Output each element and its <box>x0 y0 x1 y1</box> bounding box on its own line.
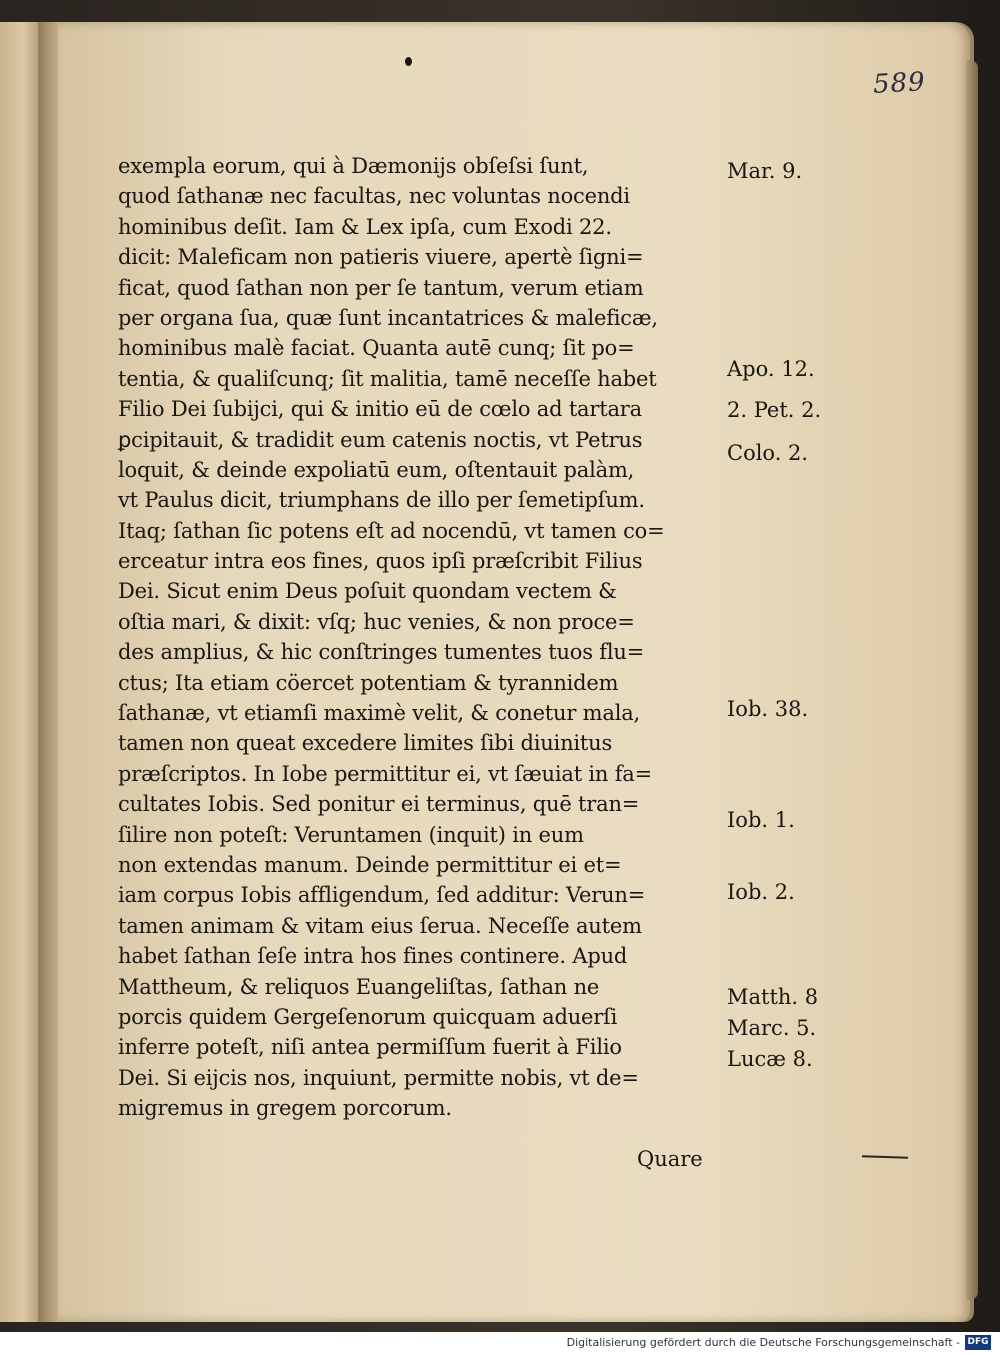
text-line: loquit, & deinde expoliatū eum, oſtentauit palàm, <box>118 457 635 482</box>
catchword: Quare <box>637 1147 703 1171</box>
text-line: præſcriptos. In Iobe permittitur ei, vt ſæuiat in fa= <box>118 761 653 786</box>
text-line: non extendas manum. Deinde permittitur ei et= <box>118 852 622 877</box>
funding-credit: Digitalisierung gefördert durch die Deutsche Forschungsgemeinschaft - <box>566 1336 960 1349</box>
dfg-logo: DFG <box>965 1335 991 1350</box>
text-line: migremus in gregem porcorum. <box>118 1096 452 1121</box>
margin-note-iob-1: Iob. 1. <box>727 808 795 832</box>
margin-note-iob-38: Iob. 38. <box>727 697 809 721</box>
text-line: tentia, & qualiſcunq; ſit malitia, tamē neceſſe habet <box>118 366 657 391</box>
text-line: Itaq; ſathan ſic potens eſt ad nocendū, vt tamen co= <box>118 518 665 543</box>
text-line: inferre poteſt, niſi antea permiſſum fuerit à Filio <box>118 1035 622 1060</box>
text-line: erceatur intra eos fines, quos ipſi præſcribit Filius <box>118 549 643 574</box>
margin-note-lucae: Lucæ 8. <box>727 1047 813 1071</box>
margin-note-apo: Apo. 12. <box>727 357 815 381</box>
text-line: Dei. Sicut enim Deus poſuit quondam vectem & <box>118 579 617 604</box>
text-line: hominibus deſit. Iam & Lex ipſa, cum Exodi 22. <box>118 214 612 239</box>
text-line: quod ſathanæ nec facultas, nec voluntas nocendi <box>118 184 630 209</box>
text-line: des amplius, & hic conſtringes tumentes tuos flu= <box>118 640 645 665</box>
margin-note-mar: Mar. 9. <box>727 159 803 183</box>
page-fore-edge <box>966 60 978 1300</box>
signature-dot <box>405 57 412 66</box>
text-line: exempla eorum, qui à Dæmoniјs obſeſsi ſunt, <box>118 154 589 178</box>
text-line: ctus; Ita etiam cöercet potentiam & tyrannidem <box>118 670 619 695</box>
text-line: vt Paulus dicit, triumphans de illo per ſemetipſum. <box>118 488 645 513</box>
text-line: habet ſathan ſeſe intra hos fines continere. Apud <box>118 944 628 969</box>
text-line: ficat, quod ſathan non per ſe tantum, verum etiam <box>118 275 644 300</box>
text-line: hominibus malè faciat. Quanta autē cunq; ſit po= <box>118 336 635 361</box>
facing-page-edge <box>0 22 40 1322</box>
margin-note-pet: 2. Pet. 2. <box>727 398 822 422</box>
margin-note-colo: Colo. 2. <box>727 441 809 465</box>
text-line: per organa ſua, quæ ſunt incantatrices & maleficæ, <box>118 305 658 330</box>
text-line: ſilire non poteſt: Veruntamen (inquit) in eum <box>118 822 584 847</box>
text-line: dicit: Maleficam non patieris viuere, apertè ſigni= <box>118 245 644 270</box>
text-line: tamen non queat excedere limites ſibi diuinitus <box>118 731 613 756</box>
margin-note-marc: Marc. 5. <box>727 1016 817 1040</box>
text-line: tamen animam & vitam eius ſerua. Neceſſe autem <box>118 913 642 938</box>
margin-note-matth: Matth. 8 <box>727 985 819 1009</box>
text-line: ꝑcipitauit, & tradidit eum catenis noctis, vt Petrus <box>118 427 643 452</box>
text-line: Filio Dei ſubijci, qui & initio eū de cœlo ad tartara <box>118 397 642 422</box>
text-line: oſtia mari, & dixit: vſq; huc venies, & non proce= <box>118 609 635 634</box>
text-line: porcis quidem Gergeſenorum quicquam aduerſi <box>118 1004 618 1029</box>
gutter-shadow <box>38 22 60 1322</box>
main-text-block <box>118 151 738 1124</box>
text-line: ſathanæ, vt etiamſi maximè velit, & conetur mala, <box>118 701 641 726</box>
text-line: iam corpus Iobis affligendum, ſed additur: Verun= <box>118 883 646 908</box>
text-line: cultates Iobis. Sed ponitur ei terminus, quē tran= <box>118 792 640 817</box>
text-line: Mattheum, & reliquos Euangeliſtas, ſathan ne <box>118 974 600 999</box>
text-line: Dei. Si eijcis nos, inquiunt, permitte nobis, vt de= <box>118 1065 639 1090</box>
margin-note-iob-2: Iob. 2. <box>727 880 795 904</box>
page-number: 589 <box>872 67 927 100</box>
